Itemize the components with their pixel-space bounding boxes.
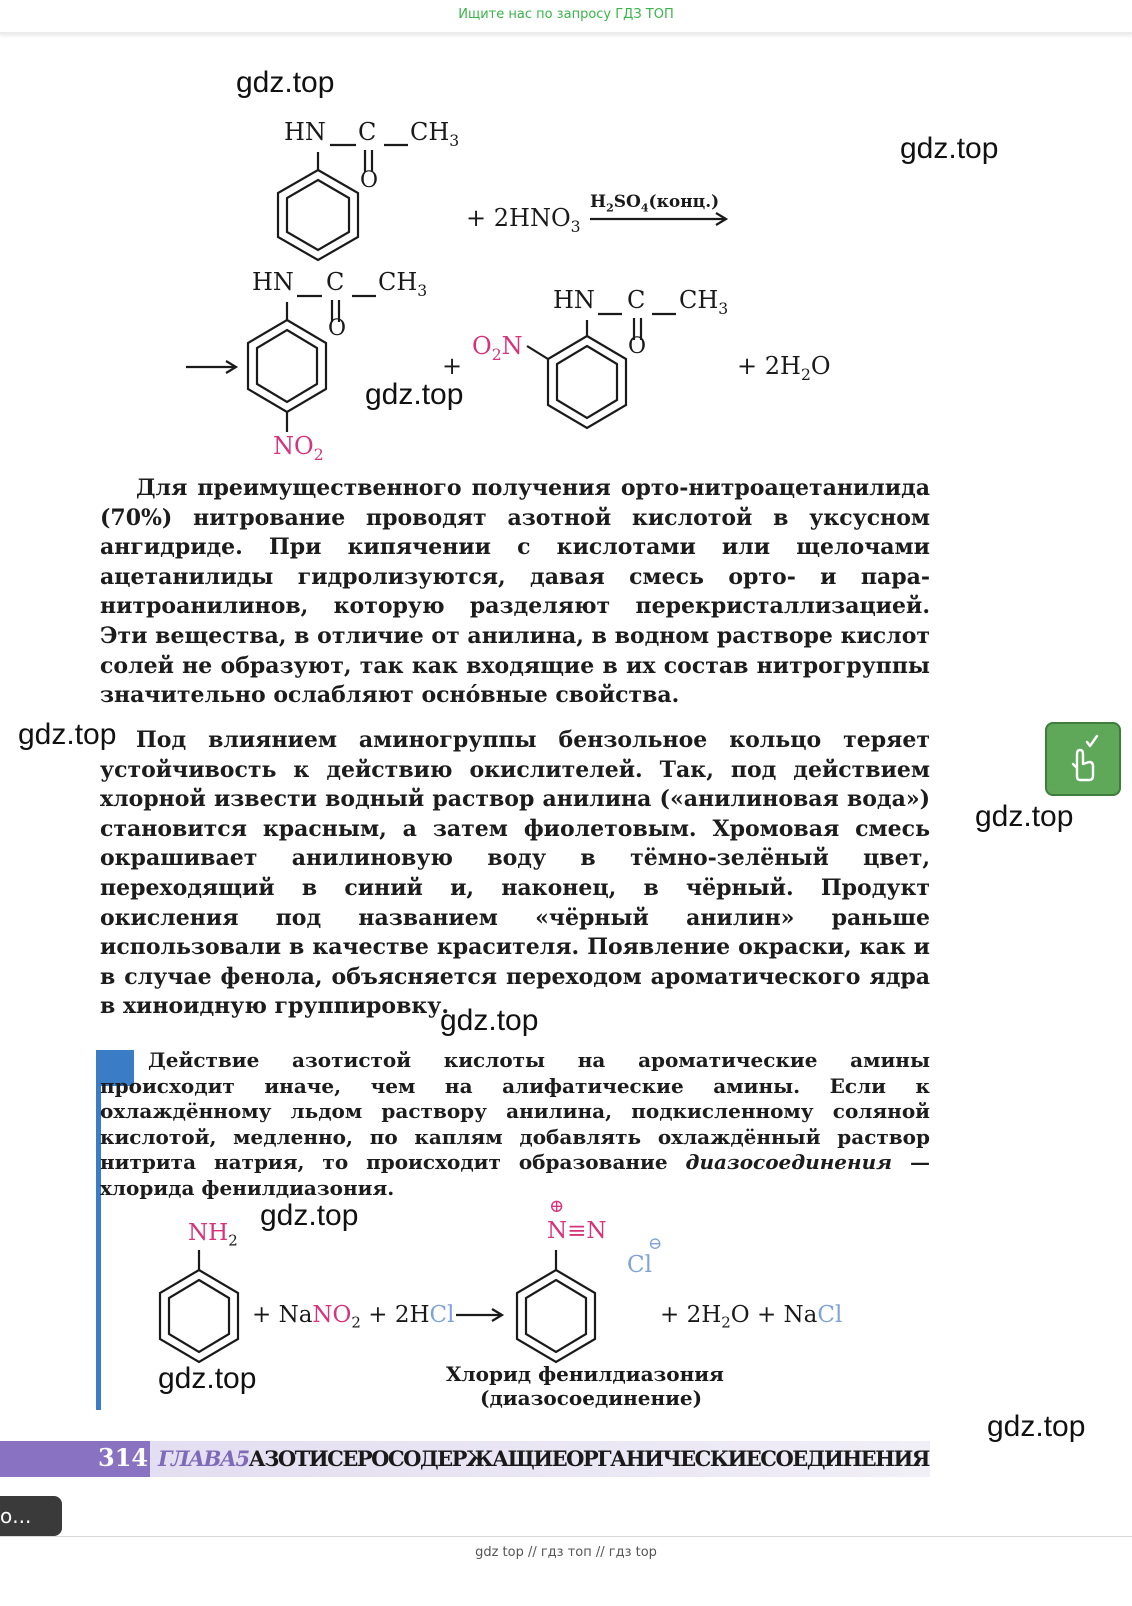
negative-charge: ⊖	[648, 1234, 663, 1254]
benzene-ring	[160, 1270, 238, 1362]
reagent-label: + $2HNO_3$	[466, 204, 581, 236]
watermark: gdz.top	[260, 1199, 359, 1232]
formula-label: O	[328, 316, 347, 341]
amine-label: $NH_2$	[188, 1220, 238, 1250]
watermark: gdz.top	[158, 1362, 257, 1395]
diazo-group-label: N≡N	[547, 1218, 607, 1244]
benzene-inner	[526, 1280, 586, 1352]
benzene-ring	[278, 170, 358, 260]
reaction-1-structures	[0, 0, 1132, 480]
formula-label: $CH_3$	[410, 118, 460, 150]
formula-label: $CH_3$	[679, 286, 729, 318]
box-text: Действие азотистой кислоты на ароматические амины происходит иначе, чем на алифатические амины. Если к охлаждённому льдом раствору анилина, подкисленному соляной кислотой, медленно, по каплям добавлять охлаждённый раствор нитрита натрия, то происходит образование диазосоединения — хлорида фенилдиазония.	[100, 1048, 931, 1200]
benzene-inner	[287, 180, 349, 250]
reagents-label: + NaNO$_2$ + 2HCl	[252, 1302, 455, 1332]
side-chip[interactable]: о...	[0, 1496, 62, 1536]
benzene-ring	[517, 1270, 595, 1362]
nitro-group-label: $O_2N$	[472, 332, 523, 364]
bottom-bar	[0, 1536, 1132, 1606]
watermark: gdz.top	[365, 378, 464, 411]
formula-label: HN	[284, 118, 326, 146]
watermark: gdz.top	[236, 66, 335, 99]
bottom-bar-text: gdz top // гдз топ // гдз top	[475, 1545, 657, 1560]
watermark: gdz.top	[987, 1410, 1086, 1443]
condition-label: $H_2SO_4(конц.)$	[590, 192, 720, 215]
page-number: 314	[98, 1443, 149, 1472]
benzene-inner	[557, 346, 617, 418]
top-banner-text: Ищите нас по запросу ГДЗ ТОП	[458, 7, 674, 22]
formula-label: C	[326, 268, 345, 296]
reaction-2-structures	[0, 1250, 1132, 1470]
chapter-title: ГЛАВА5АЗОТИСЕРОСОДЕРЖАЩИЕОРГАНИЧЕСКИЕСОЕДИНЕНИЯ	[158, 1446, 929, 1471]
watermark: gdz.top	[440, 1004, 539, 1037]
benzene-inner	[257, 330, 317, 402]
hand-pointer-icon	[1047, 724, 1119, 794]
formula-label: HN	[252, 268, 294, 296]
formula-label: C	[358, 118, 377, 146]
paragraph: Под влиянием аминогруппы бензольное кольцо теряет устойчивость к действию окислителей. Так, под действием хлорной извести водный раствор анилина («анилиновая вода») становится красным, а затем фиолетовым. Хромовая смесь окрашивает анилиновую воду в тёмно-зелёный цвет, переходящий в синий и, наконец, в чёрный. Продукт окисления под названием «чёрный анилин» раньше использовали в качестве красителя. Появление окраски, как и в случае фенола, объясняется переходом ароматического ядра в хиноидную группировку.	[100, 727, 930, 1020]
positive-charge: ⊕	[549, 1196, 565, 1217]
chloride-ion-label: Cl	[627, 1252, 652, 1278]
product-caption: Хлорид фенилдиазония	[446, 1362, 724, 1386]
watermark: gdz.top	[900, 132, 999, 165]
formula-label: O	[628, 334, 647, 359]
paragraph: Для преимущественного получения орто-нитроацетанилида (70%) нитрование проводят азотной кислотой в уксусном ангидриде. При кипячении с кислотами или щелочами ацетанилиды гидролизуются, давая смесь орто- и пара-нитроанилинов, которую разделяют перекристаллизацией. Эти вещества, в отличие от анилина, в водном растворе кислот солей не образуют, так как входящие в их состав нитрогруппы значительно ослабляют оснóвные свойства.	[100, 475, 930, 709]
products-label: + $2H_2O$ + NaCl	[660, 1302, 843, 1332]
formula-label: $CH_3$	[378, 268, 428, 300]
formula-label: C	[627, 286, 646, 314]
watermark: gdz.top	[975, 800, 1074, 833]
product-label: + $2H_2O$	[737, 352, 831, 384]
plus-sign: +	[442, 352, 463, 380]
watermark: gdz.top	[18, 718, 117, 751]
formula-label: HN	[553, 286, 595, 314]
benzene-inner	[169, 1280, 229, 1352]
product-caption: (диазосоединение)	[480, 1386, 703, 1410]
benzene-ring	[548, 336, 626, 428]
formula-label: O	[360, 168, 379, 193]
nitro-group-label: $NO_2$	[273, 432, 324, 464]
tap-hint-button[interactable]	[1045, 722, 1121, 796]
bond	[527, 346, 548, 359]
benzene-ring	[248, 320, 326, 412]
